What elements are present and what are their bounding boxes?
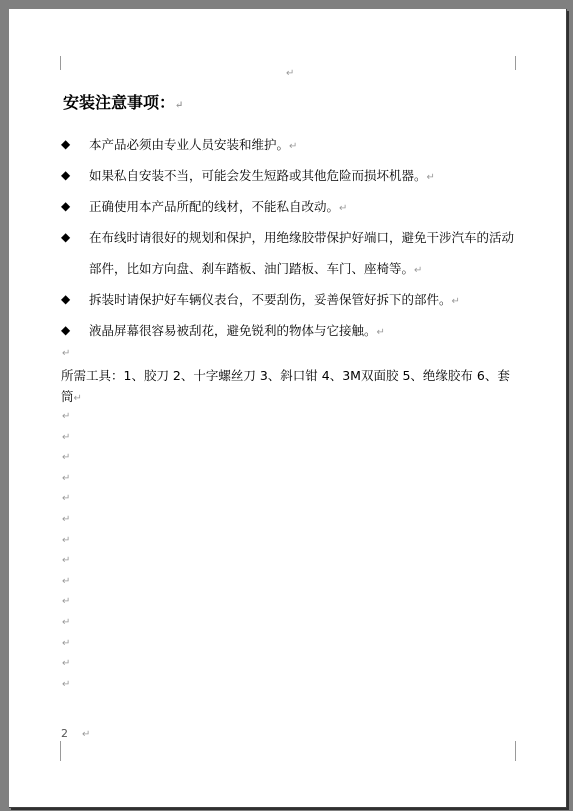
- paragraph-mark-icon: ↵: [62, 493, 71, 505]
- list-item: [61, 160, 521, 191]
- paragraph-mark-icon: ↵: [62, 348, 71, 359]
- list-item: [61, 222, 521, 284]
- crop-mark-top-right-vertical: [515, 56, 516, 70]
- paragraph-mark-icon: ↵: [62, 472, 71, 484]
- list-item-text: 在布线时请很好的规划和保护，用绝缘胶带保护好端口，避免干涉汽车的活动部件，比如方向盘、刹车踏板、油门踏板、车门、座椅等。: [89, 230, 515, 276]
- paragraph-mark-icon: ↵: [62, 555, 71, 567]
- page-number: 2 ↵: [61, 727, 91, 740]
- paragraph-mark-icon: ↵: [62, 452, 71, 464]
- paragraph-mark-icon: ↵: [62, 431, 71, 443]
- diamond-bullet-icon: ◆: [61, 137, 71, 151]
- paragraph-mark-icon: ↵: [62, 637, 71, 649]
- list-item: [61, 191, 521, 222]
- diamond-bullet-icon: ◆: [61, 323, 71, 337]
- diamond-bullet-icon: ◆: [61, 230, 71, 244]
- list-item-text: 液晶屏幕很容易被刮花，避免锐利的物体与它接触。: [89, 323, 377, 338]
- paragraph-mark-icon: ↵: [175, 100, 184, 111]
- diamond-bullet-icon: ◆: [61, 199, 71, 213]
- list-item-text: 拆装时请保护好车辆仪表台，不要刮伤，妥善保管好拆下的部件。: [89, 292, 452, 307]
- page-title: 安装注意事项：↵: [63, 93, 184, 112]
- crop-mark-bottom-left-vertical: [60, 741, 61, 761]
- paragraph-mark-icon: ↵: [62, 411, 71, 422]
- list-item-text: 本产品必须由专业人员安装和维护。: [89, 137, 290, 152]
- paragraph-mark-icon: ↵: [73, 393, 82, 404]
- paragraph-mark-icon: ↵: [62, 575, 71, 587]
- paragraph-mark-icon: ↵: [62, 658, 71, 670]
- document-page: [9, 9, 567, 808]
- paragraph-mark-icon: ↵: [414, 265, 423, 276]
- diamond-bullet-icon: ◆: [61, 292, 71, 306]
- paragraph-mark-icon: ↵: [289, 141, 298, 152]
- diamond-bullet-icon: ◆: [61, 168, 71, 182]
- list-item: [61, 129, 521, 160]
- notes-list: [61, 129, 521, 346]
- paragraph-mark-icon: ↵: [451, 296, 460, 307]
- paragraph-mark-icon: ↵: [62, 617, 71, 628]
- list-item: [61, 284, 521, 315]
- paragraph-mark-icon: ↵: [82, 729, 91, 740]
- paragraph-mark-icon: ↵: [426, 172, 435, 183]
- tools-paragraph: 所需工具：1、胶刀 2、十字螺丝刀 3、斜口钳 4、3M双面胶 5、绝缘胶布 6、套筒↵: [61, 368, 510, 404]
- paragraph-mark-icon: ↵: [62, 514, 71, 525]
- paragraph-mark-icon: ↵: [339, 203, 348, 214]
- paragraph-mark-icon: ↵: [62, 678, 71, 690]
- crop-mark-top-left-vertical: [60, 56, 61, 70]
- list-item-text: 如果私自安装不当，可能会发生短路或其他危险而损坏机器。: [89, 168, 427, 183]
- paragraph-mark-icon: ↵: [286, 68, 295, 79]
- paragraph-mark-icon: ↵: [62, 534, 71, 546]
- paragraph-mark-icon: ↵: [376, 327, 385, 338]
- list-item: [61, 315, 521, 346]
- paragraph-mark-icon: ↵: [62, 596, 71, 608]
- crop-mark-bottom-right-vertical: [515, 741, 516, 761]
- list-item-text: 正确使用本产品所配的线材，不能私自改动。: [89, 199, 340, 214]
